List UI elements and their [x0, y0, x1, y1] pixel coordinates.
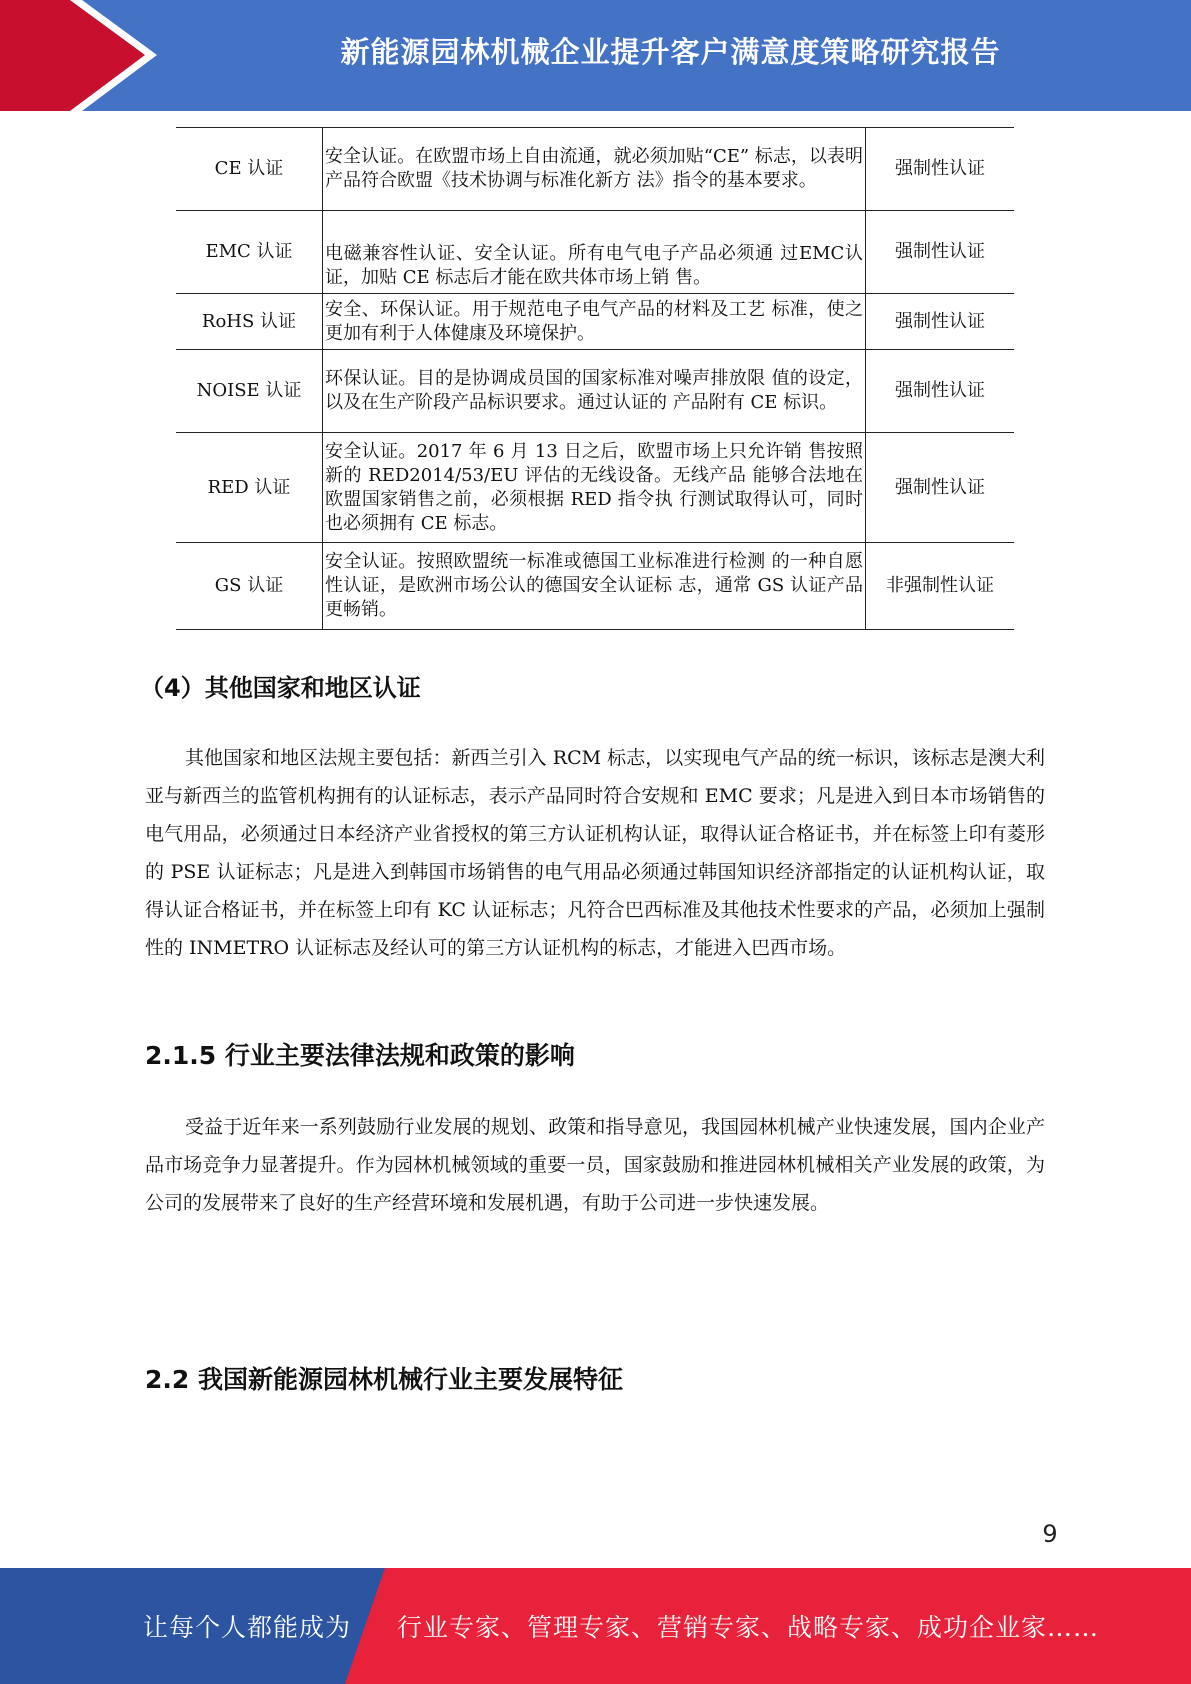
certification-table: [176, 127, 1014, 630]
cert-type: 非强制性认证: [866, 543, 1015, 630]
paragraph-other-regions: 其他国家和地区法规主要包括：新西兰引入 RCM 标志，以实现电气产品的统一标识，该标志是澳大利亚与新西兰的监管机构拥有的认证标志，表示产品同时符合安规和 EMC 要求；凡是进入到日本市场销售的电气用品，必须通过日本经济产业省授权的第三方认证机构认证，取得认证合格证书，并在标签上印有菱形的 PSE 认证标志；凡是进入到韩国市场销售的电气用品必须通过韩国知识经济部指定的认证机构认证，取得认证合格证书，并在标签上印有 KC 认证标志；凡符合巴西标准及其他技术性要求的产品，必须加上强制性的 INMETRO 认证标志及经认可的第三方认证机构的标志，才能进入巴西市场。: [145, 747, 1045, 959]
table-row: [176, 128, 1014, 211]
page-number: 9: [1042, 1520, 1058, 1548]
cert-type: 强制性认证: [866, 433, 1015, 543]
cert-name: RED 认证: [176, 433, 323, 543]
cert-type: 强制性认证: [866, 211, 1015, 294]
cert-type: 强制性认证: [866, 294, 1015, 350]
footer-slogan-right: 行业专家、管理专家、营销专家、战略专家、成功企业家……: [397, 1613, 1100, 1642]
page-header: [0, 0, 1191, 111]
cert-name: GS 认证: [176, 543, 323, 630]
cert-description: 安全认证。2017 年 6 月 13 日之后，欧盟市场上只允许销 售按照新的 RED2014/53/EU 评估的无线设备。无线产品 能够合法地在欧盟国家销售之前，必须根据 RED 指令执 行测试取得认可，同时也必须拥有 CE 标志。: [323, 433, 866, 543]
cert-name: RoHS 认证: [176, 294, 323, 350]
cert-description: 安全认证。在欧盟市场上自由流通，就必须加贴“CE” 标志，以表明产品符合欧盟《技术协调与标准化新方 法》指令的基本要求。: [323, 128, 866, 211]
cert-description: 安全、环保认证。用于规范电子电气产品的材料及工艺 标准，使之更加有利于人体健康及环境保护。: [323, 294, 866, 350]
page-footer: [0, 1568, 1191, 1684]
table-row: [176, 350, 1014, 433]
table-row: [176, 433, 1014, 543]
section-heading-2-1-5: 2.1.5 行业主要法律法规和政策的影响: [145, 1041, 575, 1070]
table-row: [176, 543, 1014, 630]
cert-name: CE 认证: [176, 128, 323, 211]
cert-type: 强制性认证: [866, 128, 1015, 211]
cert-name: EMC 认证: [176, 211, 323, 294]
cert-description: 安全认证。按照欧盟统一标准或德国工业标准进行检测 的一种自愿性认证，是欧洲市场公认的德国安全认证标 志，通常 GS 认证产品更畅销。: [323, 543, 866, 630]
document-title: 新能源园林机械企业提升客户满意度策略研究报告: [340, 34, 1001, 69]
cert-name: NOISE 认证: [176, 350, 323, 433]
footer-slogan-left: 让每个人都能成为: [143, 1613, 352, 1642]
cert-type: 强制性认证: [866, 350, 1015, 433]
cert-description: 电磁兼容性认证、安全认证。所有电气电子产品必须通 过EMC认证，加贴 CE 标志后才能在欧共体市场上销 售。: [323, 211, 866, 294]
section-heading-2-2: 2.2 我国新能源园林机械行业主要发展特征: [145, 1365, 623, 1394]
cert-description: 环保认证。目的是协调成员国的国家标准对噪声排放限 值的设定，以及在生产阶段产品标识要求。通过认证的 产品附有 CE 标识。: [323, 350, 866, 433]
section-heading-other-regions: （4）其他国家和地区认证: [140, 674, 421, 702]
table-row: [176, 294, 1014, 350]
paragraph-2-1-5: 受益于近年来一系列鼓励行业发展的规划、政策和指导意见，我国园林机械产业快速发展，国内企业产品市场竞争力显著提升。作为园林机械领域的重要一员，国家鼓励和推进园林机械相关产业发展的政策，为公司的发展带来了良好的生产经营环境和发展机遇，有助于公司进一步快速发展。: [145, 1116, 1045, 1214]
table-row: [176, 211, 1014, 294]
